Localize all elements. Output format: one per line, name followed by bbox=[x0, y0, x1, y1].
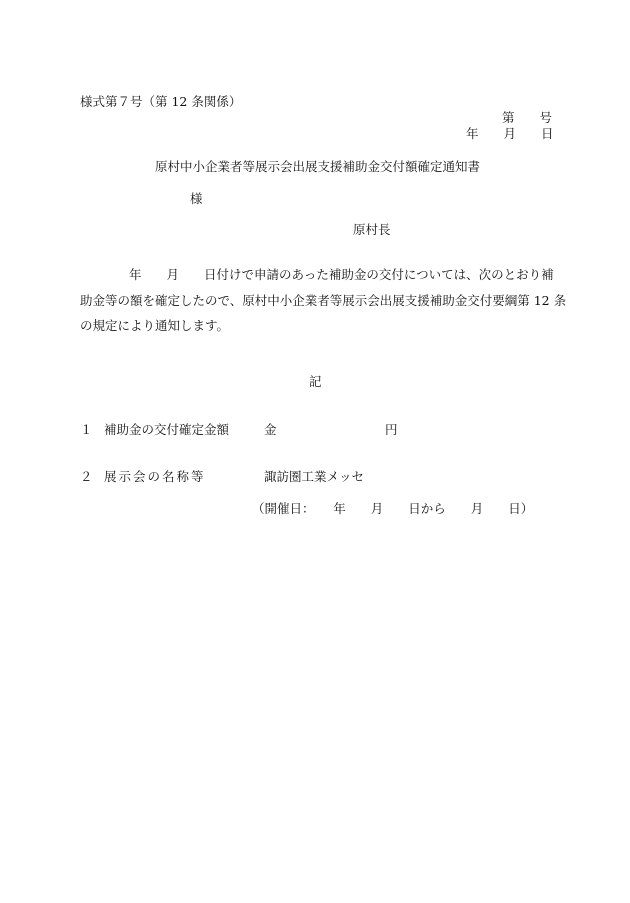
item-1-value-suffix: 円 bbox=[385, 422, 398, 437]
item-2-value: 諏訪圏工業メッセ bbox=[264, 469, 365, 484]
body-line-2: 助金等の額を確定したので、原村中小企業者等展示会出展支援補助金交付要綱第 12 条 bbox=[80, 293, 567, 308]
sender: 原村長 bbox=[353, 222, 391, 237]
item-2-period: （開催日： 年 月 日から 月 日） bbox=[252, 501, 534, 516]
item-1-number: １ bbox=[80, 422, 93, 437]
item-2-number: ２ bbox=[80, 469, 93, 484]
ki-heading: 記 bbox=[309, 374, 322, 389]
form-number: 様式第７号（第 12 条関係） bbox=[80, 94, 242, 109]
body-line-1: 年 月 日付けで申請のあった補助金の交付については、次のとおり補 bbox=[129, 267, 554, 282]
body-line-3: の規定により通知します。 bbox=[80, 318, 230, 333]
issue-date: 年 月 日 bbox=[466, 126, 554, 141]
document-title: 原村中小企業者等展示会出展支援補助金交付額確定通知書 bbox=[155, 159, 481, 174]
item-1-value-prefix: 金 bbox=[264, 422, 277, 437]
item-1-label: 補助金の交付確定金額 bbox=[104, 422, 230, 437]
document-number: 第 号 bbox=[502, 110, 553, 125]
addressee-suffix: 様 bbox=[190, 191, 203, 206]
item-2-label: 展示会の名称等 bbox=[104, 469, 206, 484]
